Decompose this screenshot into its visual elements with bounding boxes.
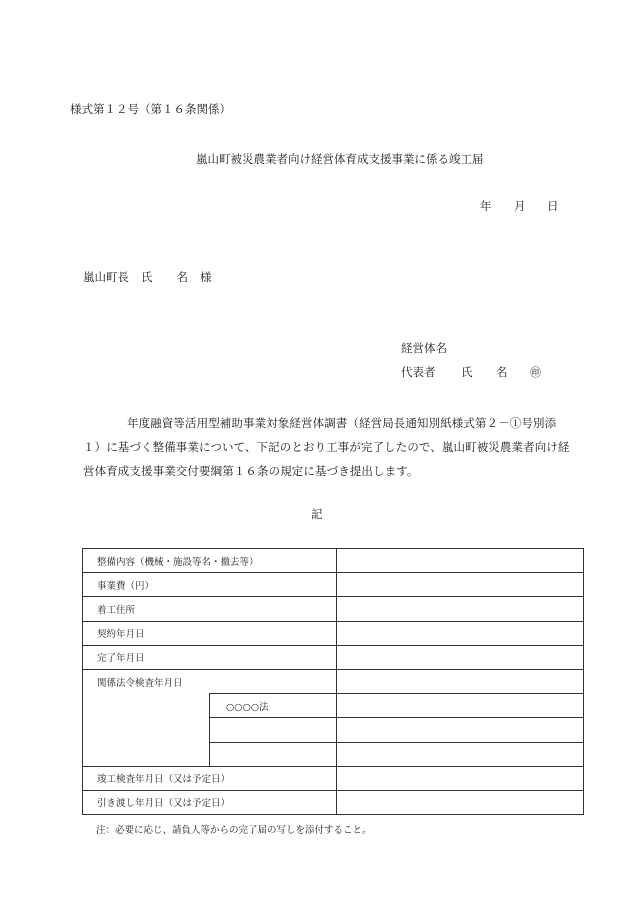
table-row	[83, 645, 584, 669]
representative-shi: 氏	[461, 365, 473, 379]
table-row	[83, 549, 584, 573]
footnote: 注：必要に応じ、請負人等からの完了届の写しを添付すること。	[96, 825, 372, 836]
row-value-contract-date[interactable]	[337, 621, 584, 645]
addressee-sama: 様	[200, 270, 212, 284]
row-value-law-inspection[interactable]	[337, 669, 584, 693]
addressee-office: 嵐山町長	[83, 270, 129, 284]
seal-mark: ㊞	[530, 366, 541, 379]
table-row	[83, 718, 584, 742]
representative-mei: 名	[496, 365, 508, 379]
row-value-law-2[interactable]	[337, 718, 584, 742]
row-label-completion-date: 完了年月日	[83, 645, 337, 669]
table-row	[83, 766, 584, 790]
table-row	[83, 742, 584, 766]
table-row	[83, 669, 584, 693]
row-label-law-3	[210, 742, 337, 766]
row-label-handover: 引き渡し年月日（又は予定日）	[83, 790, 337, 814]
table-row	[83, 573, 584, 597]
row-label-cost: 事業費（円）	[83, 573, 337, 597]
table-row	[83, 621, 584, 645]
row-value-site[interactable]	[337, 597, 584, 621]
table-row	[83, 694, 584, 718]
form-number: 様式第１２号（第１６条関係）	[70, 102, 231, 116]
row-label-law-inspection: 関係法令検査年月日	[83, 669, 337, 693]
table-row	[83, 790, 584, 814]
date-day-label: 日	[547, 199, 559, 213]
date-month-label: 月	[514, 199, 526, 213]
row-label-equipment: 整備内容（機械・施設等名・撤去等）	[83, 549, 337, 573]
addressee	[83, 269, 212, 285]
row-label-law-1: ○○○○法	[210, 694, 337, 718]
row-label-law-2	[210, 718, 337, 742]
row-value-law-1[interactable]	[337, 694, 584, 718]
document-title: 嵐山町被災農業者向け経営体育成支援事業に係る竣工届	[196, 152, 484, 166]
row-value-law-3[interactable]	[337, 742, 584, 766]
body-paragraph: 年度融資等活用型補助事業対象経営体調書（経営局長通知別紙様式第２－①号別添１）に基づく整備事業について、下記のとおり工事が完了したので、嵐山町被災農業者向け経営体育成支援事業交付要綱第１６条の規定に基づき提出します。	[83, 416, 570, 478]
row-value-handover[interactable]	[337, 790, 584, 814]
row-value-cost[interactable]	[337, 573, 584, 597]
organization-name-label: 経営体名	[401, 341, 447, 355]
law-indent-cell	[83, 742, 210, 766]
row-label-site: 着工住所	[83, 597, 337, 621]
representative-label: 代表者	[401, 365, 436, 379]
addressee-shi: 氏	[141, 270, 153, 284]
law-indent-cell	[83, 694, 210, 718]
ki-heading: 記	[311, 507, 323, 521]
row-label-contract-date: 契約年月日	[83, 621, 337, 645]
row-value-final-inspection[interactable]	[337, 766, 584, 790]
completion-details-table	[82, 548, 584, 815]
table-row	[83, 597, 584, 621]
row-value-completion-date[interactable]	[337, 645, 584, 669]
addressee-mei: 名	[176, 270, 188, 284]
date-year-label: 年	[480, 199, 492, 213]
law-indent-cell	[83, 718, 210, 742]
row-value-equipment[interactable]	[337, 549, 584, 573]
row-label-final-inspection: 竣工検査年月日（又は予定日）	[83, 766, 337, 790]
